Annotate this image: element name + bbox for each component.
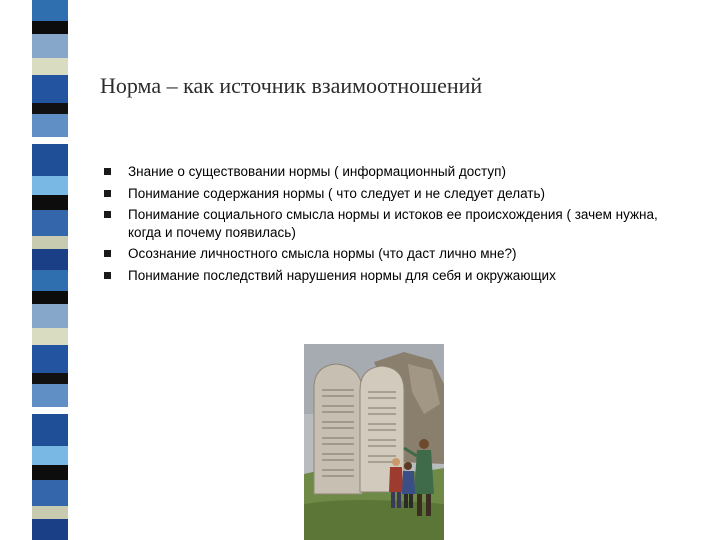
stripe-band bbox=[32, 58, 68, 75]
bullet-item bbox=[104, 206, 664, 241]
stripe-band bbox=[32, 480, 68, 506]
bullet-item bbox=[104, 185, 664, 203]
stripe-band bbox=[32, 270, 68, 291]
stripe-band bbox=[32, 373, 68, 384]
bullet-list bbox=[104, 163, 664, 288]
stripe-band bbox=[32, 21, 68, 34]
square-bullet-icon bbox=[104, 272, 111, 279]
square-bullet-icon bbox=[104, 211, 111, 218]
left-tablet bbox=[314, 364, 362, 494]
square-bullet-icon bbox=[104, 190, 111, 197]
stripe-band bbox=[32, 137, 68, 145]
stripe-band bbox=[32, 291, 68, 304]
bullet-text: Понимание последствий нарушения нормы для себя и окружающих bbox=[128, 267, 556, 283]
stripe-band bbox=[32, 249, 68, 270]
stripe-band bbox=[32, 103, 68, 114]
stripe-band bbox=[32, 465, 68, 480]
bullet-item bbox=[104, 267, 664, 285]
stripe-band bbox=[32, 210, 68, 236]
stripe-band bbox=[32, 176, 68, 195]
slide-title: Норма – как источник взаимоотношений bbox=[100, 73, 483, 98]
bullet-item bbox=[104, 245, 664, 263]
stripe-band bbox=[32, 384, 68, 407]
stripe-band bbox=[32, 75, 68, 103]
grass-front bbox=[304, 500, 444, 540]
stripe-band bbox=[32, 195, 68, 210]
stripe-band bbox=[32, 144, 68, 176]
stripe-band bbox=[32, 328, 68, 345]
stripe-band bbox=[32, 407, 68, 415]
stripe-band bbox=[32, 345, 68, 373]
stripe-band bbox=[32, 114, 68, 137]
bullet-text: Понимание социального смысла нормы и истоков ее происхождения ( зачем нужна, когда и почему появилась) bbox=[128, 207, 658, 240]
bullet-text: Знание о существовании нормы ( информационный доступ) bbox=[128, 164, 506, 179]
stone-tablets-drawing bbox=[304, 344, 444, 540]
decorative-stripe bbox=[32, 0, 68, 540]
stripe-band bbox=[32, 0, 68, 21]
stripe-band bbox=[32, 34, 68, 58]
stripe-band bbox=[32, 446, 68, 465]
bullet-item bbox=[104, 163, 664, 181]
bullet-text: Осознание личностного смысла нормы (что даст лично мне?) bbox=[128, 246, 517, 261]
stripe-band bbox=[32, 519, 68, 540]
square-bullet-icon bbox=[104, 250, 111, 257]
stripe-band bbox=[32, 304, 68, 328]
square-bullet-icon bbox=[104, 168, 111, 175]
stripe-band bbox=[32, 236, 68, 249]
stone-tablets-illustration bbox=[304, 344, 444, 540]
bullet-text: Понимание содержания нормы ( что следует и не следует делать) bbox=[128, 185, 545, 201]
stripe-band bbox=[32, 506, 68, 519]
stripe-band bbox=[32, 414, 68, 446]
